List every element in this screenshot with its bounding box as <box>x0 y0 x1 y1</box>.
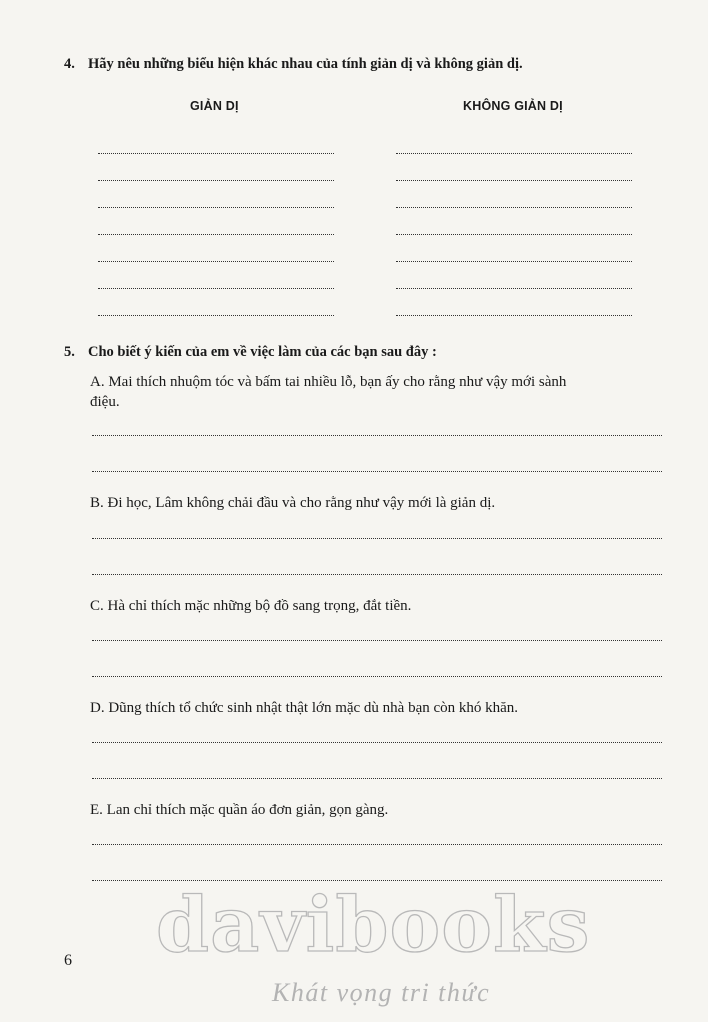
answer-line-left-6[interactable] <box>98 288 334 289</box>
question-4-text: Hãy nêu những biểu hiện khác nhau của tính giản dị và không giản dị. <box>88 56 523 72</box>
column-title-khong-gian-di: KHÔNG GIẢN DỊ <box>463 99 563 113</box>
item-a-answer-line-2[interactable] <box>92 471 662 472</box>
answer-line-right-1[interactable] <box>396 153 632 154</box>
item-d-answer-line-1[interactable] <box>92 742 662 743</box>
item-b-answer-line-1[interactable] <box>92 538 662 539</box>
item-a-text <box>90 372 566 412</box>
question-5-heading <box>64 344 437 361</box>
question-4-number: 4. <box>64 56 75 72</box>
page-number: 6 <box>64 952 72 969</box>
item-b-answer-line-2[interactable] <box>92 574 662 575</box>
answer-line-right-4[interactable] <box>396 234 632 235</box>
answer-line-left-2[interactable] <box>98 180 334 181</box>
item-d-text: D. Dũng thích tổ chức sinh nhật thật lớn mặc dù nhà bạn còn khó khăn. <box>90 700 519 716</box>
question-5-number: 5. <box>64 344 75 360</box>
answer-line-left-4[interactable] <box>98 234 334 235</box>
answer-line-right-6[interactable] <box>396 288 632 289</box>
item-b-text: B. Đi học, Lâm không chải đầu và cho rằng như vậy mới là giản dị. <box>90 495 496 511</box>
item-a-line-2: điệu. <box>90 394 120 410</box>
question-4-heading <box>64 56 523 73</box>
answer-line-right-5[interactable] <box>396 261 632 262</box>
item-c-answer-line-2[interactable] <box>92 676 662 677</box>
question-5-text: Cho biết ý kiến của em về việc làm của các bạn sau đây : <box>88 344 437 360</box>
watermark-slogan: Khát vọng tri thức <box>272 978 491 1007</box>
answer-line-left-1[interactable] <box>98 153 334 154</box>
column-title-gian-di: GIẢN DỊ <box>190 99 239 113</box>
item-e-text: E. Lan chỉ thích mặc quần áo đơn giản, gọn gàng. <box>90 802 389 818</box>
item-c-text: C. Hà chỉ thích mặc những bộ đồ sang trọng, đắt tiền. <box>90 598 412 614</box>
answer-line-left-3[interactable] <box>98 207 334 208</box>
answer-line-left-5[interactable] <box>98 261 334 262</box>
answer-line-left-7[interactable] <box>98 315 334 316</box>
item-c-answer-line-1[interactable] <box>92 640 662 641</box>
answer-line-right-7[interactable] <box>396 315 632 316</box>
item-d-answer-line-2[interactable] <box>92 778 662 779</box>
item-a-line-1: A. Mai thích nhuộm tóc và bấm tai nhiều lỗ, bạn ấy cho rằng như vậy mới sành <box>90 374 567 390</box>
watermark-brand: davibooks <box>156 880 591 969</box>
answer-line-right-2[interactable] <box>396 180 632 181</box>
item-e-answer-line-1[interactable] <box>92 844 662 845</box>
answer-line-right-3[interactable] <box>396 207 632 208</box>
item-a-answer-line-1[interactable] <box>92 435 662 436</box>
